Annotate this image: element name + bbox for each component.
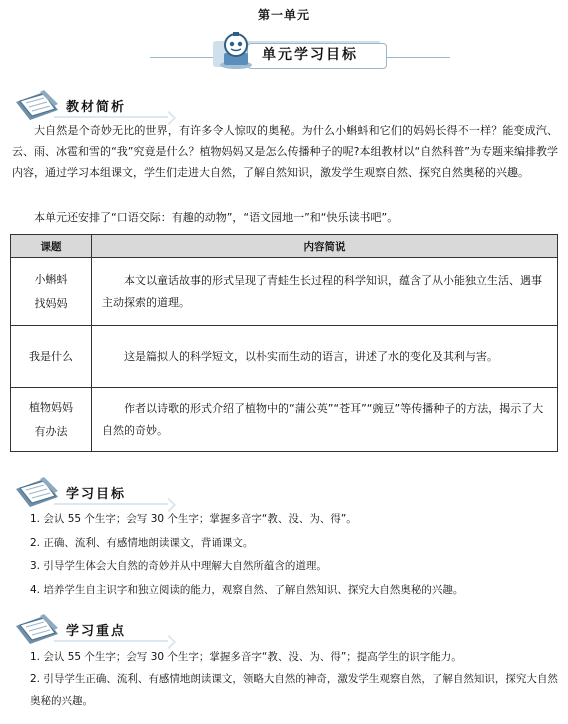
analysis-paragraph-1: 大自然是个奇妙无比的世界，有许多令人惊叹的奥秘。为什么小蝌蚪和它们的妈妈长得不一样？能变成汽、云、雨、冰雹和雪的“我”究竟是什么？植物妈妈又是怎么传播种子的呢?本组教材以“自然科普”为专题来编排教学内容，通过学习本组课文，学生们走进大自然，了解自然知识，激发学生观察自然、探究自然奥秘的兴趣。 — [12, 124, 558, 179]
lesson-title-cell — [11, 326, 92, 388]
section-header-goals — [10, 475, 210, 511]
table-row — [11, 326, 558, 388]
section-header-analysis — [10, 88, 210, 124]
book-icon — [14, 612, 62, 648]
unit-title: 第一单元 — [257, 8, 310, 22]
section-header-focus — [10, 612, 210, 648]
list-item: 2. 正确、流利、有感情地朗读课文，背诵课文。 — [30, 536, 254, 549]
robot-mascot-icon — [216, 31, 256, 71]
section-title: 学习目标 — [66, 487, 127, 502]
table-header-title: 课题 — [11, 235, 92, 258]
unit-goals-banner — [0, 31, 568, 71]
book-icon — [14, 475, 62, 511]
lesson-title-line: 小蝌蚪 — [34, 272, 68, 286]
table-header-row — [11, 235, 558, 258]
lesson-desc-cell: 作者以诗歌的形式介绍了植物中的“蒲公英”“苍耳”“豌豆”等传播种子的方法，揭示了大自然的奇妙。 — [92, 388, 558, 452]
list-item: 4. 培养学生自主识字和独立阅读的能力，观察自然、了解自然知识、探究大自然奥秘的兴趣。 — [30, 583, 464, 596]
banner-line-left — [150, 57, 214, 58]
lesson-title-line: 找妈妈 — [34, 296, 68, 310]
list-item: 1. 会认 55 个生字；会写 30 个生字；掌握多音字“教、没、为、得”。 — [30, 513, 357, 525]
section-underline — [54, 116, 168, 118]
analysis-paragraph-2: 本单元还安排了“口语交际：有趣的动物”，“语文园地一”和“快乐读书吧”。 — [34, 211, 399, 224]
section-title: 学习重点 — [66, 624, 127, 639]
lesson-table — [10, 234, 558, 452]
banner-line-right — [380, 57, 450, 58]
table-row — [11, 258, 558, 326]
lesson-desc-cell: 本文以童话故事的形式呈现了青蛙生长过程的科学知识，蕴含了从小能独立生活、遇事主动探索的道理。 — [92, 258, 558, 326]
lesson-title-line: 植物妈妈 — [29, 400, 73, 414]
section-title: 教材简析 — [66, 100, 127, 115]
list-item: 1. 会认 55 个生字；会写 30 个生字；掌握多音字“教、没、为、得”；提高学生的识字能力。 — [30, 651, 462, 663]
lesson-title-cell — [11, 258, 92, 326]
book-icon — [14, 88, 62, 124]
list-item: 3. 引导学生体会大自然的奇妙并从中理解大自然所蕴含的道理。 — [30, 560, 327, 572]
goals-list — [12, 508, 558, 602]
focus-list — [12, 646, 558, 712]
list-item: 2. 引导学生正确、流利、有感情地朗读课文，领略大自然的神奇，激发学生观察自然，了解自然知识，探究大自然奥秘的兴趣。 — [30, 673, 558, 707]
table-header-content: 内容简说 — [92, 235, 558, 258]
lesson-desc-cell: 这是篇拟人的科学短文，以朴实而生动的语言，讲述了水的变化及其利与害。 — [92, 326, 558, 388]
section-underline — [54, 503, 168, 505]
lesson-title-cell — [11, 388, 92, 452]
lesson-title-line: 我是什么 — [29, 349, 73, 363]
section-underline — [54, 640, 168, 642]
lesson-title-line: 有办法 — [34, 424, 68, 438]
banner-title: 单元学习目标 — [262, 47, 358, 63]
table-row — [11, 388, 558, 452]
